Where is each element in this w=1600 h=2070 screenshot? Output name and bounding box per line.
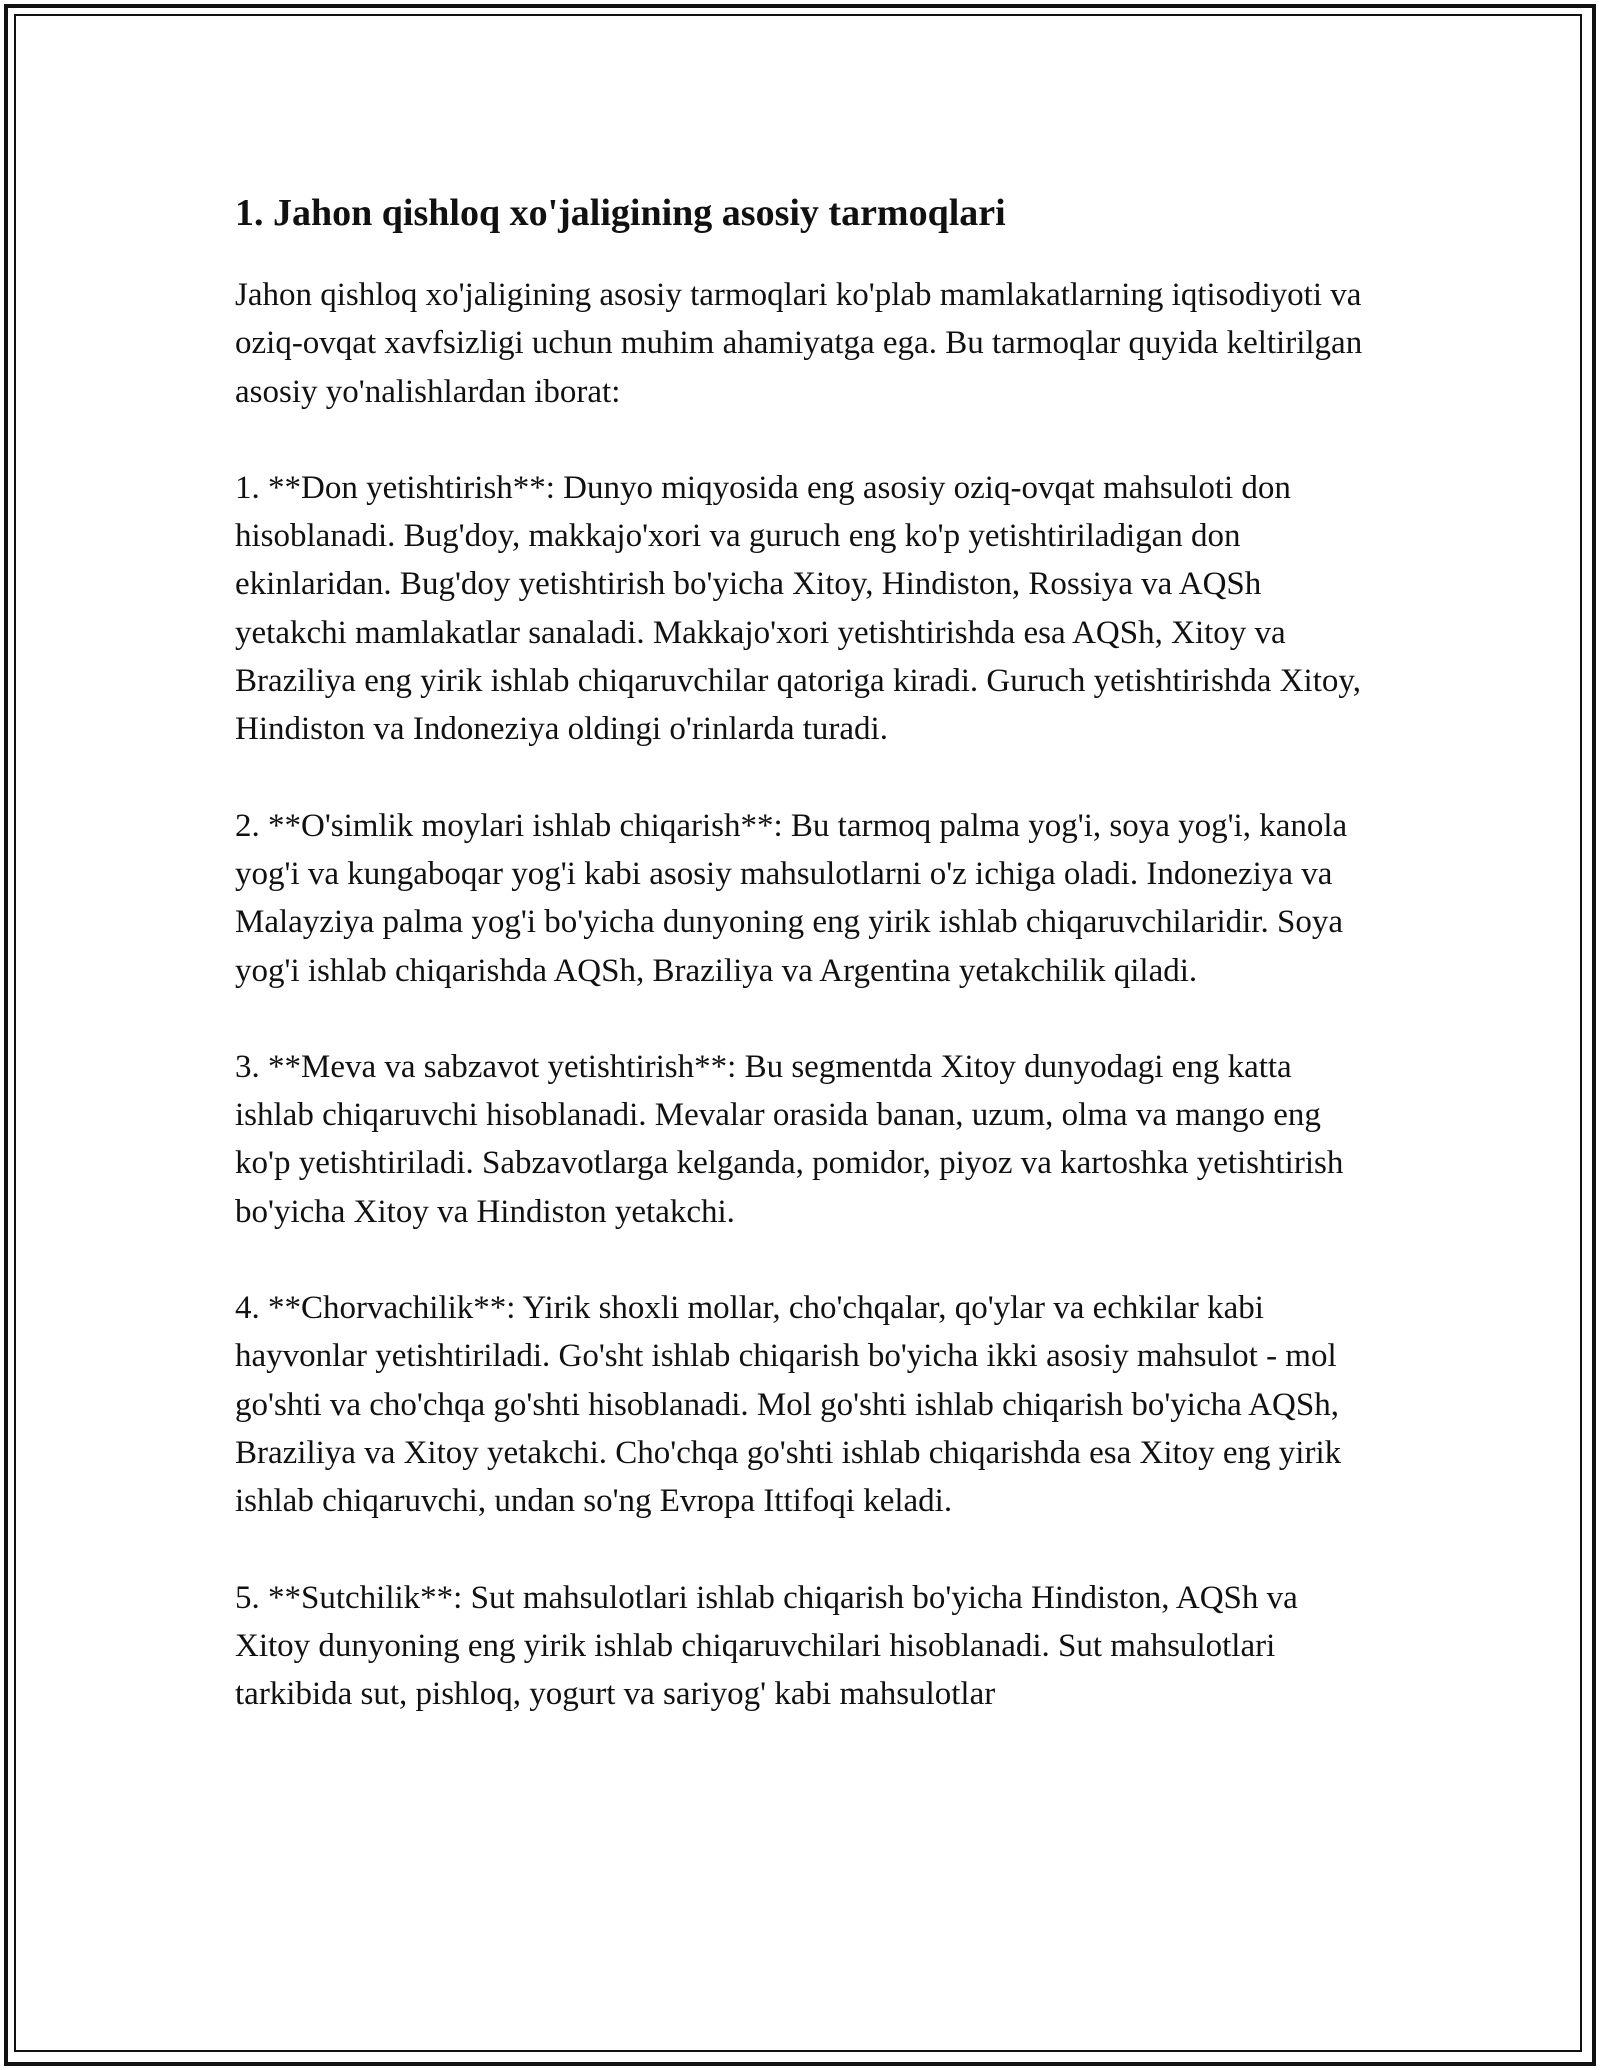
paragraph-vegetable-oils: 2. **O'simlik moylari ishlab chiqarish**: Bu tarmoq palma yog'i, soya yog'i, kanola yog'i va kungaboqar yog'i kabi asosiy mahsulotlarni o'z ichiga oladi. Indoneziya va Malayziya palma yog'i bo'yicha dunyoning eng yirik ishlab chiqaruvchilaridir. Soya yog'i ishlab chiqarishda AQSh, Braziliya va Argentina yetakchilik qiladi. xyxy=(235,807,1348,989)
paragraph-grain: 1. **Don yetishtirish**: Dunyo miqyosida eng asosiy oziq-ovqat mahsuloti don hisoblanadi. Bug'doy, makkajo'xori va guruch eng ko'p yetishtiriladigan don ekinlaridan. Bug'doy yetishtirish bo'yicha Xitoy, Hindiston, Rossiya va AQSh yetakchi mamlakatlar sanaladi. Makkajo'xori yetishtirishda esa AQSh, Xitoy va Braziliya eng yirik ishlab chiqaruvchilar qatoriga kiradi. Guruch yetishtirishda Xitoy, Hindiston va Indoneziya oldingi o'rinlarda turadi. xyxy=(235,469,1361,748)
intro-paragraph: Jahon qishloq xo'jaligining asosiy tarmoqlari ko'plab mamlakatlarning iqtisodiyoti va oziq-ovqat xavfsizligi uchun muhim ahamiyatga ega. Bu tarmoqlar quyida keltirilgan asosiy yo'nalishlardan iborat: xyxy=(235,277,1363,410)
document-body xyxy=(235,185,1375,1766)
document-heading: 1. Jahon qishloq xo'jaligining asosiy tarmoqlari xyxy=(235,192,1006,234)
paragraph-dairy: 5. **Sutchilik**: Sut mahsulotlari ishlab chiqarish bo'yicha Hindiston, AQSh va Xitoy dunyoning eng yirik ishlab chiqaruvchilari hisoblanadi. Sut mahsulotlari tarkibida sut, pishloq, yogurt va sariyog' kabi mahsulotlar xyxy=(235,1579,1298,1713)
paragraph-livestock: 4. **Chorvachilik**: Yirik shoxli mollar, cho'chqalar, qo'ylar va echkilar kabi hayvonlar yetishtiriladi. Go'sht ishlab chiqarish bo'yicha ikki asosiy mahsulot - mol go'shti va cho'chqa go'shti hisoblanadi. Mol go'shti ishlab chiqarish bo'yicha AQSh, Braziliya va Xitoy yetakchi. Cho'chqa go'shti ishlab chiqarishda esa Xitoy eng yirik ishlab chiqaruvchi, undan so'ng Evropa Ittifoqi keladi. xyxy=(235,1290,1342,1520)
paragraph-fruits-vegetables: 3. **Meva va sabzavot yetishtirish**: Bu segmentda Xitoy dunyodagi eng katta ishlab chiqaruvchi hisoblanadi. Mevalar orasida banan, uzum, olma va mango eng ko'p yetishtiriladi. Sabzavotlarga kelganda, pomidor, piyoz va kartoshka yetishtirish bo'yicha Xitoy va Hindiston yetakchi. xyxy=(235,1048,1344,1230)
